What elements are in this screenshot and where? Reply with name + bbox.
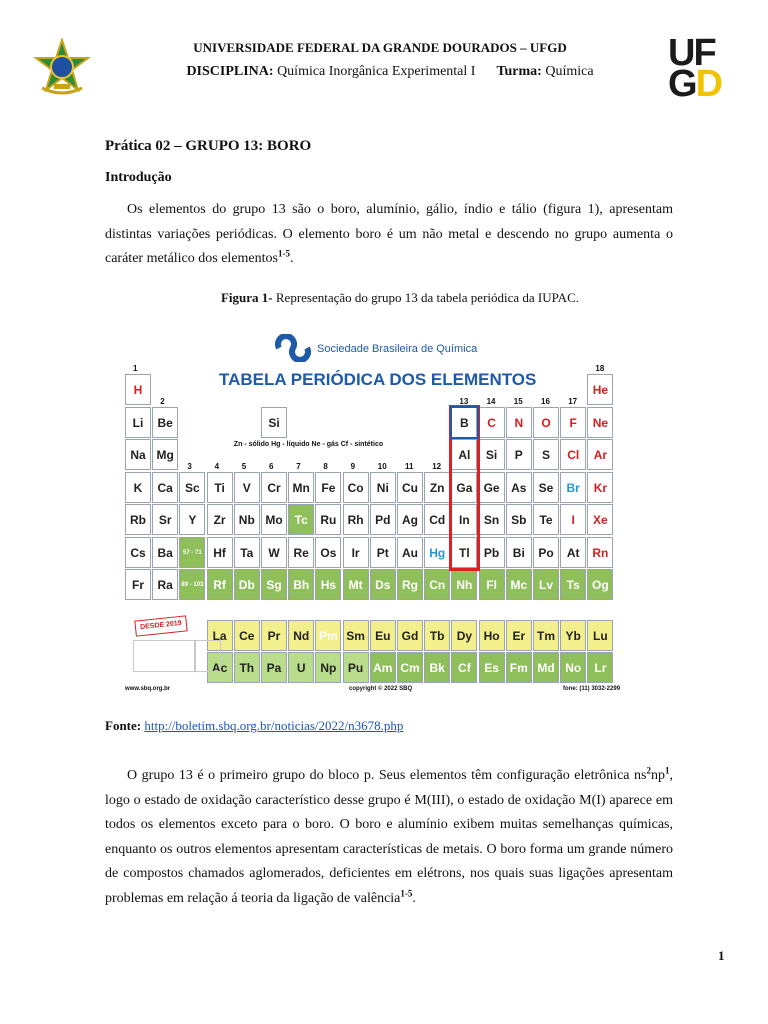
- element-cell-f: F: [560, 407, 586, 438]
- element-cell-sn: Sn: [479, 504, 505, 535]
- element-cell-ag: Ag: [397, 504, 423, 535]
- unesco-logo-icon: [133, 640, 195, 672]
- legend-example-cell: Si: [261, 407, 287, 438]
- ufgd-logo: UF GD: [668, 32, 722, 105]
- element-cell-mc: Mc: [506, 569, 532, 600]
- element-cell-hf: Hf: [207, 537, 233, 568]
- element-cell-no: No: [560, 652, 586, 683]
- group-number: 6: [269, 461, 274, 471]
- periodic-table-figure: [123, 330, 636, 695]
- element-cell-eu: Eu: [370, 620, 396, 651]
- element-cell-v: V: [234, 472, 260, 503]
- element-cell-as: As: [506, 472, 532, 503]
- element-cell-mo: Mo: [261, 504, 287, 535]
- element-cell-tc: Tc: [288, 504, 314, 535]
- element-cell-o: O: [533, 407, 559, 438]
- element-cell-s: S: [533, 439, 559, 470]
- element-cell-sb: Sb: [506, 504, 532, 535]
- iypt-logo-icon: [195, 640, 221, 672]
- university-name: UNIVERSIDADE FEDERAL DA GRANDE DOURADOS – UFGD: [193, 40, 567, 55]
- group-number: 2: [160, 396, 165, 406]
- group-number: 7: [296, 461, 301, 471]
- element-cell-bk: Bk: [424, 652, 450, 683]
- element-cell-rb: Rb: [125, 504, 151, 535]
- element-cell-ac: Ac: [207, 652, 233, 683]
- element-cell-po: Po: [533, 537, 559, 568]
- element-cell-si: Si: [479, 439, 505, 470]
- element-cell-sr: Sr: [152, 504, 178, 535]
- org-name: Sociedade Brasileira de Química: [317, 343, 478, 355]
- element-cell-sc: Sc: [179, 472, 205, 503]
- element-cell-pa: Pa: [261, 652, 287, 683]
- element-cell-db: Db: [234, 569, 260, 600]
- discipline-line: [110, 64, 670, 80]
- group-number: 4: [214, 461, 220, 471]
- element-cell-np: Np: [315, 652, 341, 683]
- element-cell-se: Se: [533, 472, 559, 503]
- element-cell-la: La: [207, 620, 233, 651]
- element-cell-lv: Lv: [533, 569, 559, 600]
- since-badge: DESDE 2019: [134, 615, 187, 636]
- group13-paragraph: O grupo 13 é o primeiro grupo do bloco p. Seus elementos têm configuração eletrônica $ns^2np^1$, logo o estado de oxidação característico desse grupo é M(III), o estado de oxidação M(I) aparece em todos os elementos exceto para o boro. O boro e alumínio exibem muitas semelhanças químicas, enquanto os outros elementos apresentam características de metais. O boro forma um grande número de compostos chamados aglomerados, deficientes em elétrons, nos quais suas ligações apresentam problemas em relação á teoria da ligação de valência$^{1-5}$.: [105, 765, 673, 906]
- legend-states: Zn - sólido Hg - líquido Ne - gás Cf - sintético: [233, 441, 384, 448]
- element-cell-in: In: [451, 504, 477, 535]
- boron-highlight: [450, 406, 478, 440]
- group-number: 1: [133, 364, 138, 373]
- element-cell-p: P: [506, 439, 532, 470]
- element-cell-ne: Ne: [587, 407, 613, 438]
- element-cell-nh: Nh: [451, 569, 477, 600]
- class-label: Turma:: [496, 64, 542, 79]
- element-cell-al: Al: [451, 439, 477, 470]
- element-cell-na: Na: [125, 439, 151, 470]
- sbq-logo-icon: [275, 334, 311, 362]
- element-cell-gd: Gd: [397, 620, 423, 651]
- element-cell-nb: Nb: [234, 504, 260, 535]
- element-cell-nd: Nd: [288, 620, 314, 651]
- element-cell-br: Br: [560, 472, 586, 503]
- class-value: Química: [545, 64, 594, 79]
- element-cell-b: B: [451, 407, 477, 438]
- element-cell-ho: Ho: [479, 620, 505, 651]
- element-cell-hg: Hg: [424, 537, 450, 568]
- element-cell-pt: Pt: [370, 537, 396, 568]
- element-cell-th: Th: [234, 652, 260, 683]
- group-number: 16: [541, 396, 550, 406]
- footer-phone: fone: (11) 3032-2299: [563, 686, 621, 692]
- element-cell-cs: Cs: [125, 537, 151, 568]
- group-number: 9: [350, 461, 356, 471]
- discipline-label: DISCIPLINA:: [186, 64, 274, 79]
- brazil-coat-of-arms-icon: [32, 38, 92, 100]
- element-cell-cm: Cm: [397, 652, 423, 683]
- element-cell-cf: Cf: [451, 652, 477, 683]
- element-cell-ar: Ar: [587, 439, 613, 470]
- element-cell-cr: Cr: [261, 472, 287, 503]
- element-cell-zr: Zr: [207, 504, 233, 535]
- element-cell-lr: Lr: [587, 652, 613, 683]
- element-cell-ge: Ge: [479, 472, 505, 503]
- element-cell-md: Md: [533, 652, 559, 683]
- source-link[interactable]: http://boletim.sbq.org.br/noticias/2022/n3678.php: [144, 718, 404, 733]
- element-cell-ni: Ni: [370, 472, 396, 503]
- figure-caption: Figura 1- Representação do grupo 13 da tabela periódica da IUPAC.: [220, 290, 579, 305]
- element-cell-ts: Ts: [560, 569, 586, 600]
- group-number: 3: [187, 461, 192, 471]
- group-number: 13: [459, 396, 469, 406]
- element-cell-rh: Rh: [343, 504, 369, 535]
- element-cell-fm: Fm: [506, 652, 532, 683]
- group-number: 10: [377, 461, 387, 471]
- element-cell-rf: Rf: [207, 569, 233, 600]
- element-cell-tl: Tl: [451, 537, 477, 568]
- figure-source: Fonte: http://boletim.sbq.org.br/noticias/2022/n3678.php: [105, 718, 404, 733]
- group-number: 5: [241, 461, 247, 471]
- element-cell-pb: Pb: [479, 537, 505, 568]
- element-cell-h: H: [125, 374, 151, 405]
- element-cell-yb: Yb: [560, 620, 586, 651]
- element-cell-ba: Ba: [152, 537, 178, 568]
- element-cell-mt: Mt: [343, 569, 369, 600]
- element-cell-n: N: [506, 407, 532, 438]
- element-cell-cn: Cn: [424, 569, 450, 600]
- element-cell-he: He: [587, 374, 613, 405]
- element-cell-ce: Ce: [234, 620, 260, 651]
- element-cell-co: Co: [343, 472, 369, 503]
- discipline-value: Química Inorgânica Experimental I: [277, 64, 476, 79]
- section-heading: Introdução: [105, 170, 172, 185]
- element-cell-kr: Kr: [587, 472, 613, 503]
- element-cell-i: I: [560, 504, 586, 535]
- group-number: 12: [432, 461, 442, 471]
- element-cell-pm: Pm: [315, 620, 341, 651]
- element-cell-pu: Pu: [343, 652, 369, 683]
- element-cell-ti: Ti: [207, 472, 233, 503]
- element-cell-y: Y: [179, 504, 205, 535]
- element-cell-ru: Ru: [315, 504, 341, 535]
- element-cell-c: C: [479, 407, 505, 438]
- element-cell-cl: Cl: [560, 439, 586, 470]
- element-cell-ga: Ga: [451, 472, 477, 503]
- footer-copyright: copyright © 2022 SBQ: [349, 686, 413, 692]
- element-cell-re: Re: [288, 537, 314, 568]
- element-cell-xe: Xe: [587, 504, 613, 535]
- intro-paragraph: Os elementos do grupo 13 são o boro, alumínio, gálio, índio e tálio (figura 1), apresentam distintas variações periódicas. O elemento boro é um não metal e descendo no grupo aumenta o caráter metálico dos elementos$^{1-5}$.: [105, 202, 673, 266]
- element-cell-bi: Bi: [506, 537, 532, 568]
- element-cell-fr: Fr: [125, 569, 151, 600]
- element-cell-fl: Fl: [479, 569, 505, 600]
- element-cell-zn: Zn: [424, 472, 450, 503]
- element-cell-bh: Bh: [288, 569, 314, 600]
- element-cell-cd: Cd: [424, 504, 450, 535]
- element-cell-es: Es: [479, 652, 505, 683]
- element-cell-te: Te: [533, 504, 559, 535]
- element-cell-os: Os: [315, 537, 341, 568]
- series-placeholder: 57 - 71: [179, 537, 205, 568]
- element-cell-ta: Ta: [234, 537, 260, 568]
- element-cell-li: Li: [125, 407, 151, 438]
- element-cell-tm: Tm: [533, 620, 559, 651]
- element-cell-w: W: [261, 537, 287, 568]
- element-cell-ra: Ra: [152, 569, 178, 600]
- group-number: 15: [513, 396, 523, 406]
- page-title: Prática 02 – GRUPO 13: BORO: [105, 138, 312, 154]
- element-cell-hs: Hs: [315, 569, 341, 600]
- group-number: 18: [595, 364, 605, 373]
- series-placeholder: 89 - 103: [179, 569, 205, 600]
- footer-website: www.sbq.org.br: [125, 686, 171, 692]
- group-number: 8: [323, 461, 328, 471]
- element-cell-ca: Ca: [152, 472, 178, 503]
- element-cell-k: K: [125, 472, 151, 503]
- element-cell-pd: Pd: [370, 504, 396, 535]
- element-cell-au: Au: [397, 537, 423, 568]
- element-cell-mn: Mn: [288, 472, 314, 503]
- group-number: 14: [486, 396, 496, 406]
- element-cell-ds: Ds: [370, 569, 396, 600]
- element-cell-mg: Mg: [152, 439, 178, 470]
- element-cell-sm: Sm: [343, 620, 369, 651]
- element-cell-lu: Lu: [587, 620, 613, 651]
- element-cell-u: U: [288, 652, 314, 683]
- table-title: TABELA PERIÓDICA DOS ELEMENTOS: [219, 370, 537, 389]
- page-number: 1: [718, 948, 725, 963]
- element-cell-cu: Cu: [397, 472, 423, 503]
- element-cell-dy: Dy: [451, 620, 477, 651]
- element-cell-sg: Sg: [261, 569, 287, 600]
- element-cell-pr: Pr: [261, 620, 287, 651]
- group-number: 17: [568, 396, 578, 406]
- element-cell-tb: Tb: [424, 620, 450, 651]
- element-cell-er: Er: [506, 620, 532, 651]
- element-cell-rg: Rg: [397, 569, 423, 600]
- element-cell-at: At: [560, 537, 586, 568]
- element-cell-fe: Fe: [315, 472, 341, 503]
- element-cell-be: Be: [152, 407, 178, 438]
- element-cell-ir: Ir: [343, 537, 369, 568]
- group-number: 11: [405, 461, 414, 471]
- element-cell-og: Og: [587, 569, 613, 600]
- element-cell-rn: Rn: [587, 537, 613, 568]
- element-cell-am: Am: [370, 652, 396, 683]
